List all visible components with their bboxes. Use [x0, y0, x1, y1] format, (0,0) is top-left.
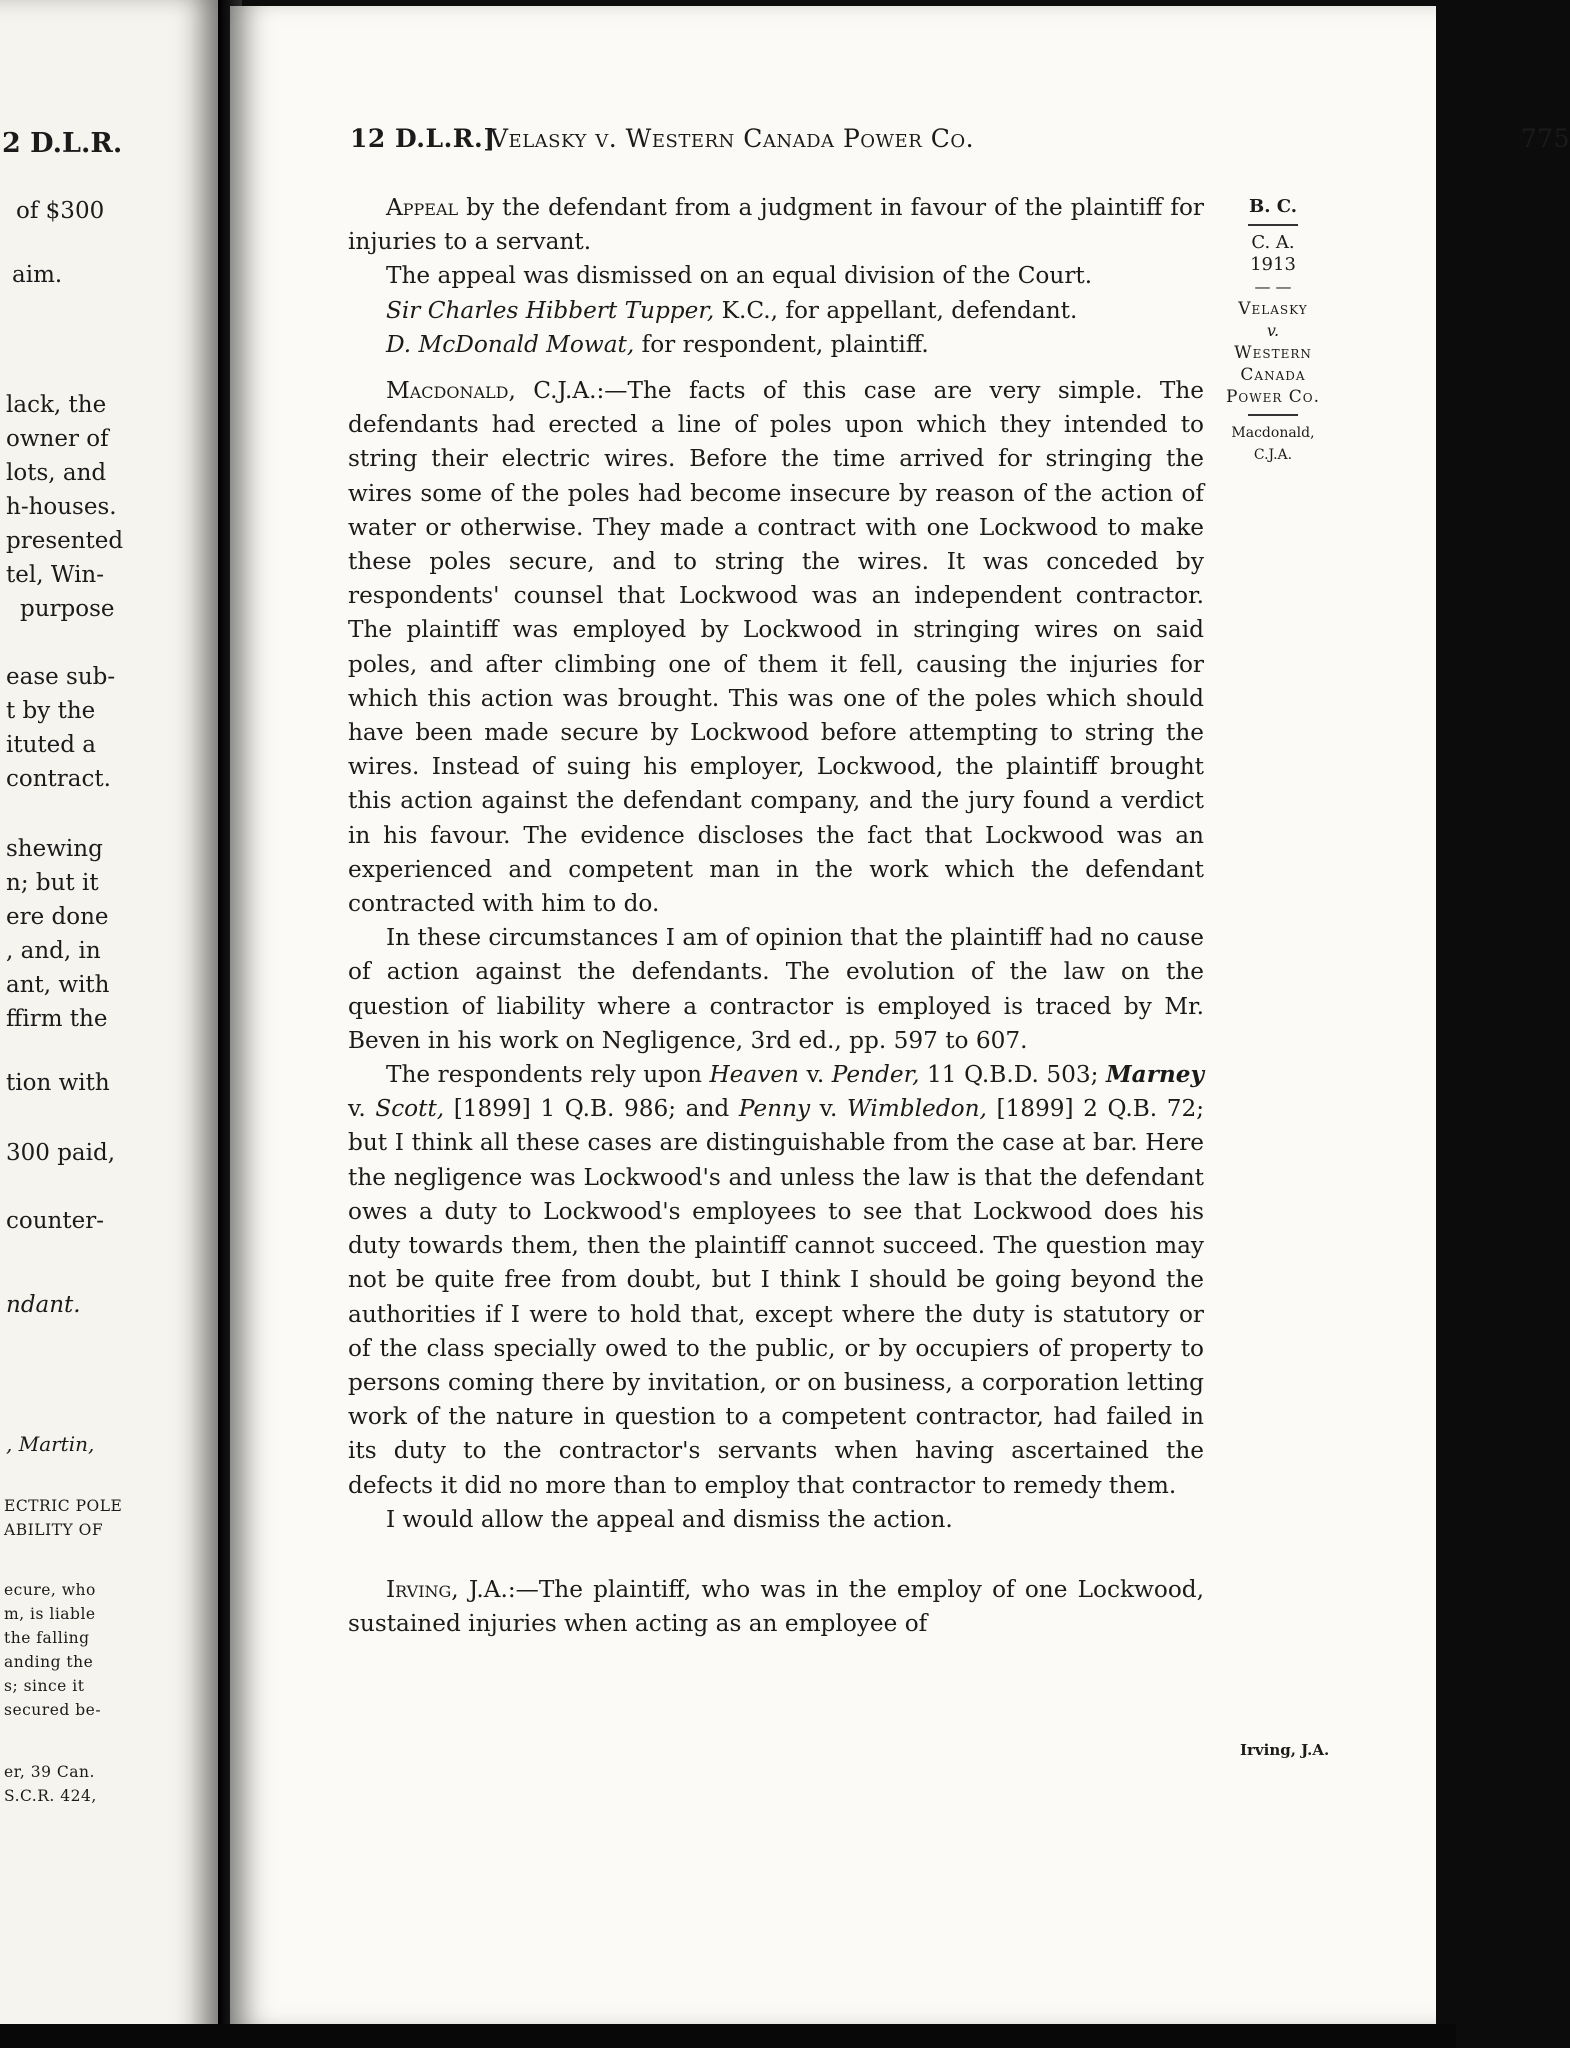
counsel-appellant: [348, 294, 1204, 328]
left-line: shewing: [6, 836, 103, 862]
left-line: ant, with: [6, 972, 110, 998]
appeal-text: by the defendant from a judgment in favour of the plaintiff for injuries to a servant.: [348, 194, 1204, 256]
margin-notes: [1208, 196, 1338, 466]
left-line: presented: [6, 528, 124, 554]
left-line: t by the: [6, 698, 96, 724]
margin-case-line: Western: [1234, 343, 1312, 363]
left-line: tel, Win-: [6, 562, 105, 588]
margin-case-line: Canada: [1240, 365, 1306, 385]
right-page: [230, 6, 1570, 2024]
text-run: v.: [810, 1095, 847, 1123]
left-line: h-houses.: [6, 494, 117, 520]
counsel-respondent-name: D. McDonald Mowat,: [386, 330, 635, 358]
counsel-respondent: [348, 328, 1204, 362]
margin-year: 1913: [1250, 254, 1296, 275]
text-run: v.: [348, 1095, 376, 1123]
margin-rule: [1248, 414, 1298, 416]
left-line: ere done: [6, 904, 109, 930]
left-line: S.C.R. 424,: [4, 1787, 97, 1805]
running-head: [350, 124, 1570, 164]
irving-opinion-text: J.A.:—The plaintiff, who was in the employ of one Lockwood, sustained injuries when acting as an employee of: [348, 1575, 1204, 1638]
case-name: Penny: [738, 1095, 811, 1123]
left-line: , Martin,: [6, 1432, 95, 1456]
running-head-volume: 12 D.L.R.]: [350, 124, 496, 153]
left-line: ease sub-: [6, 664, 116, 690]
conclusion-paragraph: I would allow the appeal and dismiss the action.: [386, 1505, 953, 1533]
left-line: ffirm the: [6, 1006, 108, 1032]
judge-name-irving: Irving,: [386, 1575, 459, 1603]
text-run: 11 Q.B.D. 503;: [919, 1061, 1106, 1089]
counsel-respondent-role: for respondent, plaintiff.: [634, 330, 929, 358]
appeal-paragraph: [348, 191, 1204, 259]
left-line: of $300: [16, 198, 105, 224]
judge-name-macdonald: Macdonald,: [386, 377, 516, 405]
opinion-paragraph: In these circumstances I am of opinion that the plaintiff had no cause of action against the defendants. The evolution of the law on the question of liability where a contractor is employed is traced by Mr. Beven in his work on Negligence, 3rd ed., pp. 597 to 607.: [348, 924, 1204, 1054]
left-line: secured be-: [4, 1701, 102, 1719]
text-run: [1899] 2 Q.B. 72; but I think all these cases are distinguishable from the case at bar. Here the negligence was Lockwood's and unless the law is that the defendant owes a duty to Lockwood's employees to see that Lockwood does his duty towards them, then the plaintiff cannot succeed. The question may not be quite free from doubt, but I think I should be going beyond the authorities if I were to hold that, except where the duty is statutory or of the class specially owed to the public, or by occupiers of property to persons coming there by invitation, or on business, a corporation letting work of the nature in question to a competent contractor, had failed in its duty to the contractor's servants when having ascertained the defects it did no more than to employ that contractor to remedy them.: [348, 1095, 1205, 1499]
left-line: the falling: [4, 1629, 90, 1647]
left-page-fragment: [0, 0, 218, 2048]
main-text: [348, 191, 1204, 1641]
left-line: aim.: [12, 262, 63, 288]
left-line: ecure, who: [4, 1581, 96, 1599]
left-line: ABILITY OF: [4, 1521, 104, 1539]
left-line: anding the: [4, 1653, 94, 1671]
case-name: Scott,: [375, 1095, 445, 1123]
page-number: 775: [1520, 124, 1570, 153]
authorities-paragraph: [348, 1058, 1204, 1503]
left-line: lots, and: [6, 460, 107, 486]
margin-rule: [1248, 224, 1298, 226]
left-line: m, is liable: [4, 1605, 96, 1623]
left-line: tion with: [6, 1070, 110, 1096]
left-line: 300 paid,: [6, 1140, 116, 1166]
macdonald-opinion-text: C.J.A.:—The facts of this case are very simple. The defendants had erected a line of poles upon which they intended to string their electric wires. Before the time arrived for stringing the wires some of the poles had become insecure by reason of the action of water or otherwise. They made a contract with one Lockwood to make these poles secure, and to string the wires. It was conceded by respondents' counsel that Lockwood was an independent contractor. The plaintiff was employed by Lockwood in stringing wires on said poles, and after climbing one of them it fell, causing the injuries for which this action was brought. This was one of the poles which should have been made secure by Lockwood before attempting to string the wires. Instead of suing his employer, Lockwood, the plaintiff brought this action against the defendant company, and the jury found a verdict in his favour. The evidence discloses the fact that Lockwood was an experienced and competent man in the work which the defendant contracted with him to do.: [348, 377, 1204, 918]
margin-court: C. A.: [1251, 232, 1295, 253]
margin-dash: — —: [1254, 277, 1292, 296]
left-page-header: 2 D.L.R.: [2, 128, 123, 159]
case-name: Pender,: [831, 1061, 920, 1089]
margin-judge-irving: Irving, J.A.: [1240, 1741, 1330, 1759]
counsel-appellant-role: K.C., for appellant, defendant.: [714, 296, 1078, 324]
scan-bottom-edge: [0, 2024, 1456, 2048]
left-line: contract.: [6, 766, 111, 792]
irving-opinion-paragraph: [348, 1573, 1204, 1641]
appeal-lead: Appeal: [386, 194, 459, 221]
margin-jurisdiction: B. C.: [1248, 196, 1298, 217]
left-line: s; since it: [4, 1677, 85, 1695]
margin-judge: Macdonald,: [1231, 425, 1315, 441]
disposition-paragraph: The appeal was dismissed on an equal division of the Court.: [386, 262, 1093, 290]
left-line: er, 39 Can.: [4, 1763, 95, 1781]
left-line: ECTRIC POLE: [4, 1497, 123, 1515]
left-line: purpose: [20, 596, 115, 622]
margin-case-line: Power Co.: [1225, 387, 1321, 407]
text-run: [1899] 1 Q.B. 986; and: [444, 1095, 739, 1123]
margin-judge: C.J.A.: [1253, 447, 1293, 463]
margin-case-line: v.: [1266, 321, 1280, 340]
running-head-title: Velasky v. Western Canada Power Co.: [490, 124, 975, 153]
left-line: counter-: [6, 1208, 104, 1234]
text-run: The respondents rely upon: [386, 1061, 710, 1089]
macdonald-opinion-paragraph: [348, 374, 1204, 921]
case-name: Heaven: [709, 1061, 799, 1089]
left-line: owner of: [6, 426, 109, 452]
left-line: ituted a: [6, 732, 97, 758]
left-line: n; but it: [6, 870, 99, 896]
case-name: Wimbledon,: [846, 1095, 987, 1123]
counsel-appellant-name: Sir Charles Hibbert Tupper,: [386, 296, 715, 324]
margin-case-line: Velasky: [1238, 299, 1308, 319]
text-run: v.: [798, 1061, 832, 1089]
case-name: Marney: [1106, 1061, 1204, 1089]
left-line: , and, in: [6, 938, 101, 964]
left-line: ndant.: [6, 1292, 81, 1318]
left-line: lack, the: [6, 392, 107, 418]
